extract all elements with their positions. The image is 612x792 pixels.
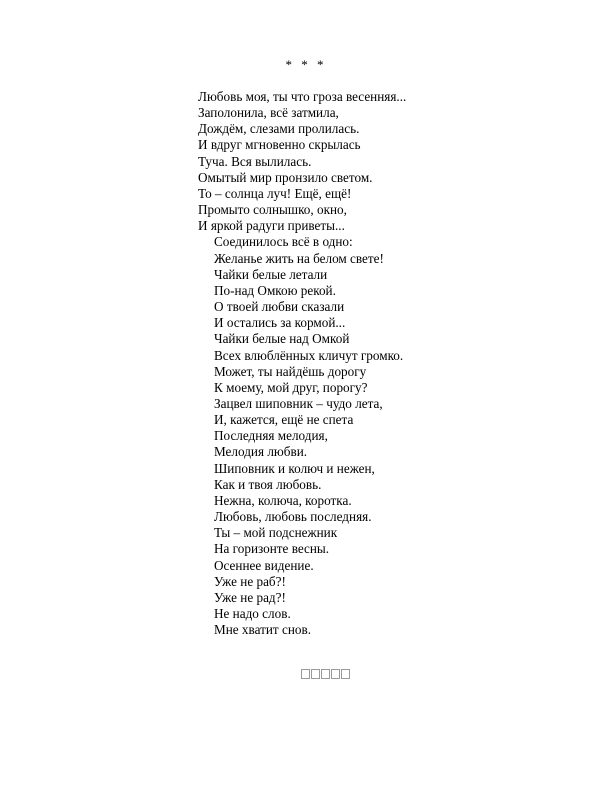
poem-line: Зацвел шиповник – чудо лета,	[214, 395, 383, 411]
poem-line: Осеннее видение.	[214, 557, 314, 573]
missing-glyph-boxes	[301, 669, 350, 679]
poem-line: Не надо слов.	[214, 606, 291, 621]
poem-line: Ты – мой подснежник	[214, 525, 338, 541]
missing-glyph-icon	[341, 669, 350, 679]
poem-line: Чайки белые над Омкой	[214, 331, 350, 347]
poem-line: Любовь моя, ты что гроза весенняя...	[198, 89, 407, 104]
poem-line: Нежна, колюча, коротка.	[214, 492, 352, 508]
missing-glyph-icon	[311, 669, 320, 679]
poem-line: И вдруг мгновенно скрылась	[198, 137, 361, 153]
poem-line: Промыто солнышко, окно,	[198, 202, 347, 218]
poem-line: По-над Омкою рекой.	[214, 282, 336, 298]
poem-line: Туча. Вся вылилась.	[198, 153, 312, 169]
poem-line: Шиповник и колюч и нежен,	[214, 460, 375, 476]
poem-line: Любовь, любовь последняя.	[214, 509, 372, 525]
poem-body	[198, 89, 406, 638]
poem-line: Заполонила, всё затмила,	[198, 105, 339, 121]
poem-line: Чайки белые летали	[214, 266, 328, 282]
missing-glyph-icon	[301, 669, 310, 679]
poem-line: О твоей любви сказали	[214, 299, 345, 315]
poem-line: Последняя мелодия,	[214, 428, 328, 444]
poem-line: И, кажется, ещё не спета	[214, 412, 354, 428]
poem-line: Желанье жить на белом свете!	[214, 250, 384, 266]
poem-line: Как и твоя любовь.	[214, 476, 322, 492]
poem-line: Дождём, слезами пролилась.	[198, 121, 360, 137]
poem-line: К моему, мой друг, порогу?	[214, 379, 368, 395]
poem-line: И остались за кормой...	[214, 315, 346, 331]
poem-line: Уже не рад?!	[214, 589, 286, 605]
poem-line: Мелодия любви.	[214, 444, 308, 460]
poem-line: Всех влюблённых кличут громко.	[214, 347, 404, 363]
poem-line: Уже не раб?!	[214, 573, 286, 589]
missing-glyph-icon	[331, 669, 340, 679]
poem-line: На горизонте весны.	[214, 541, 330, 557]
section-separator: * * *	[285, 57, 327, 72]
poem-line: Может, ты найдёшь дорогу	[214, 363, 367, 379]
poem-line: И яркой радуги приветы...	[198, 218, 345, 234]
poem-line: Омытый мир пронзило светом.	[198, 169, 373, 185]
poem-line: Мне хватит снов.	[214, 622, 311, 638]
poem-line: Соединилось всё в одно:	[214, 234, 353, 250]
poem-line: То – солнца луч! Ещё, ещё!	[198, 185, 352, 201]
missing-glyph-icon	[321, 669, 330, 679]
